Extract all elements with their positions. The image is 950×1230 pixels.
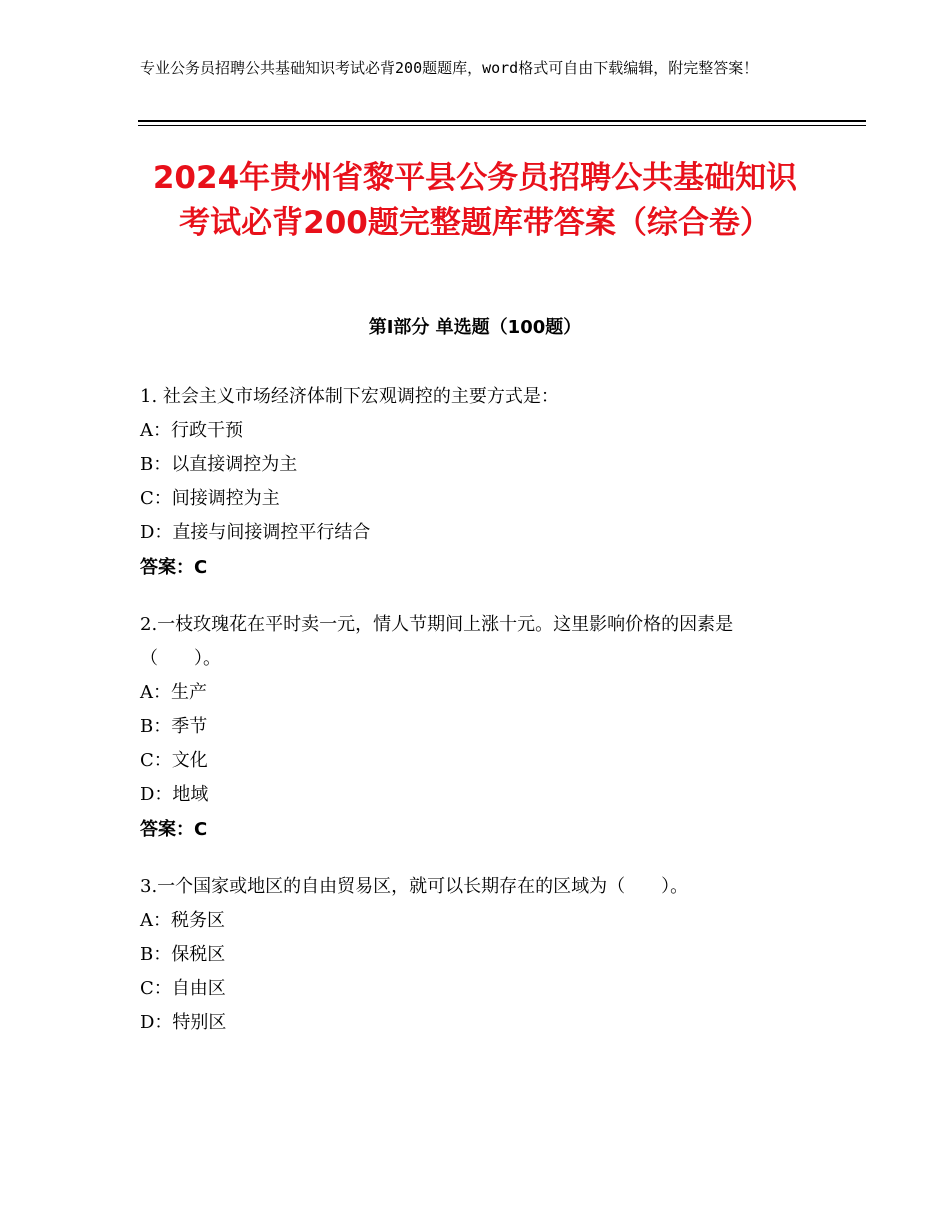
option-b: B：季节 bbox=[140, 716, 208, 737]
question-2 bbox=[140, 608, 810, 848]
option-c: C：文化 bbox=[140, 750, 208, 771]
option-d: D：地域 bbox=[140, 784, 209, 805]
answer: 答案：C bbox=[140, 557, 208, 578]
option-b: B：以直接调控为主 bbox=[140, 454, 298, 475]
question-stem: 2.一枝玫瑰花在平时卖一元，情人节期间上涨十元。这里影响价格的因素是（ ）。 bbox=[140, 614, 734, 669]
option-c: C：自由区 bbox=[140, 978, 226, 999]
option-d: D：特别区 bbox=[140, 1012, 227, 1033]
option-a: A：生产 bbox=[140, 682, 207, 703]
question-3 bbox=[140, 870, 810, 1040]
answer: 答案：C bbox=[140, 819, 208, 840]
option-a: A：行政干预 bbox=[140, 420, 243, 441]
header-divider bbox=[138, 120, 866, 126]
question-1 bbox=[140, 380, 810, 586]
header-note: 专业公务员招聘公共基础知识考试必背200题题库，word格式可自由下载编辑，附完整答案！ bbox=[140, 59, 759, 77]
question-list bbox=[140, 380, 810, 1062]
option-a: A：税务区 bbox=[140, 910, 225, 931]
document-title: 2024年贵州省黎平县公务员招聘公共基础知识考试必背200题完整题库带答案（综合卷） bbox=[152, 160, 798, 241]
question-stem: 3.一个国家或地区的自由贸易区，就可以长期存在的区域为（ ）。 bbox=[140, 876, 689, 897]
option-b: B：保税区 bbox=[140, 944, 226, 965]
option-c: C：间接调控为主 bbox=[140, 488, 280, 509]
section-heading: 第I部分 单选题（100题） bbox=[368, 317, 582, 338]
question-stem: 1. 社会主义市场经济体制下宏观调控的主要方式是： bbox=[140, 386, 559, 407]
option-d: D：直接与间接调控平行结合 bbox=[140, 522, 371, 543]
